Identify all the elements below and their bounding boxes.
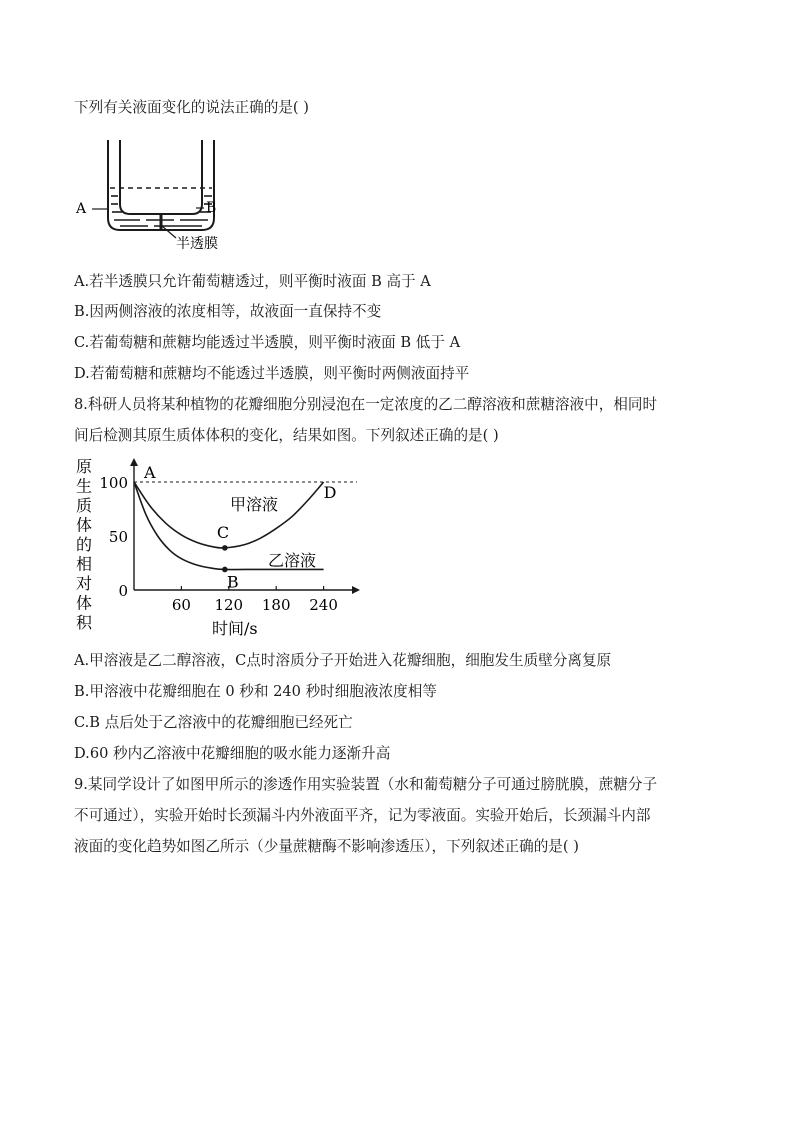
- x-tick-label: 120: [214, 596, 244, 614]
- u-tube-inner-wall: [120, 140, 202, 214]
- protoplast-chart-svg: [72, 456, 372, 644]
- point-label-B: B: [226, 572, 239, 592]
- q7-option-d: D.若葡萄糖和蔗糖均不能透过半透膜，则平衡时两侧液面持平: [74, 365, 470, 382]
- y-axis-label-char: 体: [76, 515, 93, 535]
- series-label-jia: 甲溶液: [230, 495, 279, 514]
- q8-stem-line2: 间后检测其原生质体体积的变化，结果如图。下列叙述正确的是( ): [74, 427, 499, 444]
- membrane-label: 半透膜: [176, 236, 218, 252]
- u-tube-diagram: [76, 138, 236, 256]
- protoplast-chart: [72, 456, 372, 644]
- y-axis-label-char: 相: [76, 554, 93, 574]
- q8-option-a: A.甲溶液是乙二醇溶液，C点时溶质分子开始进入花瓣细胞，细胞发生质壁分离复原: [74, 652, 612, 669]
- q8-option-d: D.60 秒内乙溶液中花瓣细胞的吸水能力逐渐升高: [74, 745, 391, 762]
- y-axis-arrow: [130, 458, 138, 466]
- point-C: [222, 545, 228, 551]
- y-tick-label: 0: [118, 582, 128, 600]
- q9-stem-line1: 9.某同学设计了如图甲所示的渗透作用实验装置（水和葡萄糖分子可通过膀胱膜，蔗糖分子: [74, 776, 658, 793]
- label-b: B: [206, 200, 217, 216]
- y-axis-label-char: 原: [76, 457, 93, 476]
- point-label-A: A: [144, 463, 156, 482]
- q8-option-c: C.B 点后处于乙溶液中的花瓣细胞已经死亡: [74, 714, 353, 731]
- x-tick-label: 60: [171, 596, 191, 614]
- point-label-C: C: [216, 522, 230, 542]
- y-tick-label: 100: [99, 474, 128, 492]
- y-tick-label: 50: [108, 528, 128, 546]
- point-label-D: D: [323, 483, 337, 502]
- u-tube-figure: [76, 138, 236, 256]
- y-axis-label-char: 的: [76, 535, 93, 554]
- x-tick-label: 240: [309, 596, 338, 614]
- y-axis-label-char: 质: [76, 496, 93, 515]
- q8-option-b: B.甲溶液中花瓣细胞在 0 秒和 240 秒时细胞液浓度相等: [74, 683, 437, 700]
- axis-ticks: [99, 474, 338, 614]
- q7-option-b: B.因两侧溶液的浓度相等，故液面一直保持不变: [74, 303, 382, 320]
- x-axis-arrow: [352, 586, 360, 594]
- x-tick-label: 180: [261, 596, 291, 614]
- membrane-pointer: [162, 226, 176, 238]
- point-B: [222, 567, 228, 573]
- y-axis-label-char: 体: [76, 593, 93, 613]
- x-axis-label: 时间/s: [212, 619, 258, 638]
- series-label-yi: 乙溶液: [268, 551, 317, 570]
- label-a: A: [76, 201, 87, 217]
- q8-stem-line1: 8.科研人员将某种植物的花瓣细胞分别浸泡在一定浓度的乙二醇溶液和蔗糖溶液中，相同时: [74, 396, 658, 413]
- y-axis-label-char: 对: [76, 574, 93, 593]
- q7-option-c: C.若葡萄糖和蔗糖均能透过半透膜，则平衡时液面 B 低于 A: [74, 334, 461, 351]
- q9-stem-line3: 液面的变化趋势如图乙所示（少量蔗糖酶不影响渗透压），下列叙述正确的是( ): [74, 838, 579, 855]
- q9-stem-line2: 不可通过），实验开始时长颈漏斗内外液面平齐，记为零液面。实验开始后，长颈漏斗内部: [74, 807, 651, 824]
- y-axis-label-char: 积: [76, 613, 93, 632]
- q7-stem: 下列有关液面变化的说法正确的是( ): [74, 99, 309, 116]
- y-axis-label-char: 生: [76, 476, 93, 496]
- y-axis-label: [76, 457, 93, 632]
- q7-option-a: A.若半透膜只允许葡萄糖透过，则平衡时液面 B 高于 A: [74, 273, 431, 290]
